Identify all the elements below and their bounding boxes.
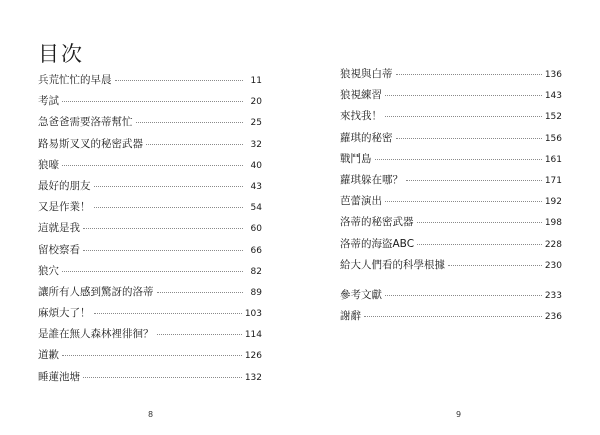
toc-entry-page: 126: [244, 351, 262, 362]
toc-entry: [38, 114, 262, 135]
dot-leader: [83, 228, 243, 229]
toc-entry-title: 狼嚎: [38, 158, 59, 171]
toc-entry-title: 狼穴: [38, 264, 59, 277]
toc-entry-title: 謝辭: [340, 310, 361, 323]
dot-leader: [115, 80, 244, 81]
toc-entry: [340, 130, 562, 151]
toc-entry: [38, 284, 262, 305]
toc-entry: [340, 108, 562, 129]
dot-leader: [62, 355, 242, 356]
toc-entry: [38, 220, 262, 241]
dot-leader: [157, 334, 242, 335]
toc-entry-page: 103: [244, 309, 262, 320]
toc-entry-title: 睡蓮池塘: [38, 370, 80, 383]
toc-entry-page: 132: [244, 372, 262, 383]
toc-entry: [38, 93, 262, 114]
toc-entry: [38, 242, 262, 263]
toc-entry-page: 82: [250, 266, 262, 277]
toc-entry: [38, 263, 262, 284]
toc-entry: [340, 236, 562, 257]
dot-leader: [62, 165, 243, 166]
toc-entry-title: 來找我！: [340, 110, 382, 123]
toc-entry-page: 192: [544, 197, 562, 208]
toc-entry-title: 是誰在無人森林裡徘徊？: [38, 328, 154, 341]
toc-entry: [340, 87, 562, 108]
toc-entry-page: 54: [250, 203, 262, 214]
dot-leader: [417, 222, 542, 223]
toc-entry-page: 60: [250, 224, 262, 235]
dot-leader: [385, 201, 542, 202]
dot-leader: [396, 74, 542, 75]
toc-entry-title: 最好的朋友: [38, 179, 91, 192]
toc-entry: [340, 257, 562, 278]
dot-leader: [62, 271, 243, 272]
toc-entry-title: 留校察看: [38, 243, 80, 256]
toc-entry-page: 156: [544, 133, 562, 144]
toc-entry-title: 參考文獻: [340, 288, 382, 301]
toc-entry-page: 11: [250, 76, 262, 86]
toc-list-left: [38, 72, 262, 390]
toc-entry: [38, 347, 262, 368]
dot-leader: [94, 186, 244, 187]
toc-entry: [38, 72, 262, 93]
dot-leader: [83, 377, 242, 378]
toc-entry-title: 急爸爸需要洛蒂幫忙: [38, 116, 133, 129]
toc-entry-title: 讓所有人感到驚訝的洛蒂: [38, 285, 154, 298]
toc-entry-page: 161: [544, 154, 562, 165]
toc-entry-title: 考試: [38, 95, 59, 108]
dot-leader: [417, 244, 542, 245]
toc-entry-page: 89: [250, 287, 262, 298]
toc-entry-page: 25: [250, 118, 262, 129]
dot-leader: [94, 313, 242, 314]
dot-leader: [375, 159, 542, 160]
toc-entry-page: 32: [250, 139, 262, 150]
dot-leader: [396, 138, 542, 139]
toc-entry-page: 228: [544, 239, 562, 250]
toc-entry-page: 43: [250, 181, 262, 192]
toc-entry-page: 20: [250, 97, 262, 108]
page-number-right: 9: [456, 410, 462, 419]
dot-leader: [385, 95, 542, 96]
dot-leader: [406, 180, 542, 181]
toc-entry: [38, 199, 262, 220]
toc-entry: [38, 136, 262, 157]
toc-entry-page: 40: [250, 160, 262, 171]
toc-entry-title: 洛蒂的秘密武器: [340, 216, 414, 229]
toc-entry-title: 狼視與白蒂: [340, 68, 393, 80]
right-page: [300, 0, 600, 435]
dot-leader: [62, 101, 243, 102]
toc-entry: [38, 326, 262, 347]
toc-entry-page: 236: [544, 312, 562, 323]
dot-leader: [385, 116, 542, 117]
toc-entry: [340, 308, 562, 329]
toc-entry: [340, 214, 562, 235]
toc-entry-page: 233: [544, 290, 562, 301]
dot-leader: [385, 295, 542, 296]
toc-entry: [340, 287, 562, 308]
toc-entry-title: 麻煩大了！: [38, 307, 91, 320]
toc-entry: [340, 66, 562, 87]
toc-entry-title: 芭蕾演出: [340, 195, 382, 208]
toc-entry-title: 洛蒂的海盜ABC: [340, 237, 415, 250]
dot-leader: [94, 207, 244, 208]
toc-entry-title: 給大人們看的科學根據: [340, 258, 445, 271]
dot-leader: [364, 316, 542, 317]
toc-entry-page: 136: [544, 70, 562, 80]
toc-entry: [340, 172, 562, 193]
toc-entry: [38, 305, 262, 326]
toc-entry-title: 路易斯叉叉的秘密武器: [38, 137, 143, 150]
toc-entry-page: 198: [544, 218, 562, 229]
page-number-left: 8: [148, 410, 154, 419]
toc-entry-page: 66: [250, 245, 262, 256]
toc-entry-title: 又是作業！: [38, 201, 91, 214]
toc-list-right: [340, 66, 562, 329]
toc-entry-page: 114: [244, 330, 262, 341]
toc-entry-title: 戰鬥島: [340, 152, 372, 165]
toc-entry-title: 兵荒忙忙的早晨: [38, 74, 112, 86]
section-gap: [340, 278, 562, 287]
toc-entry-page: 143: [544, 91, 562, 102]
toc-entry: [38, 369, 262, 390]
toc-entry-title: 道歉: [38, 349, 59, 362]
dot-leader: [136, 122, 244, 123]
toc-entry-page: 230: [544, 260, 562, 271]
toc-entry-title: 這就是我: [38, 222, 80, 235]
toc-entry-page: 152: [544, 112, 562, 123]
toc-entry: [38, 157, 262, 178]
toc-entry-title: 蘿琪躲在哪？: [340, 173, 403, 186]
toc-entry: [38, 178, 262, 199]
toc-title: 目次: [38, 42, 84, 66]
dot-leader: [157, 292, 244, 293]
toc-entry-title: 狼視練習: [340, 89, 382, 102]
toc-entry-title: 蘿琪的秘密: [340, 131, 393, 144]
toc-entry-page: 171: [544, 175, 562, 186]
dot-leader: [448, 265, 542, 266]
toc-entry: [340, 151, 562, 172]
dot-leader: [146, 144, 243, 145]
dot-leader: [83, 250, 243, 251]
toc-entry: [340, 193, 562, 214]
